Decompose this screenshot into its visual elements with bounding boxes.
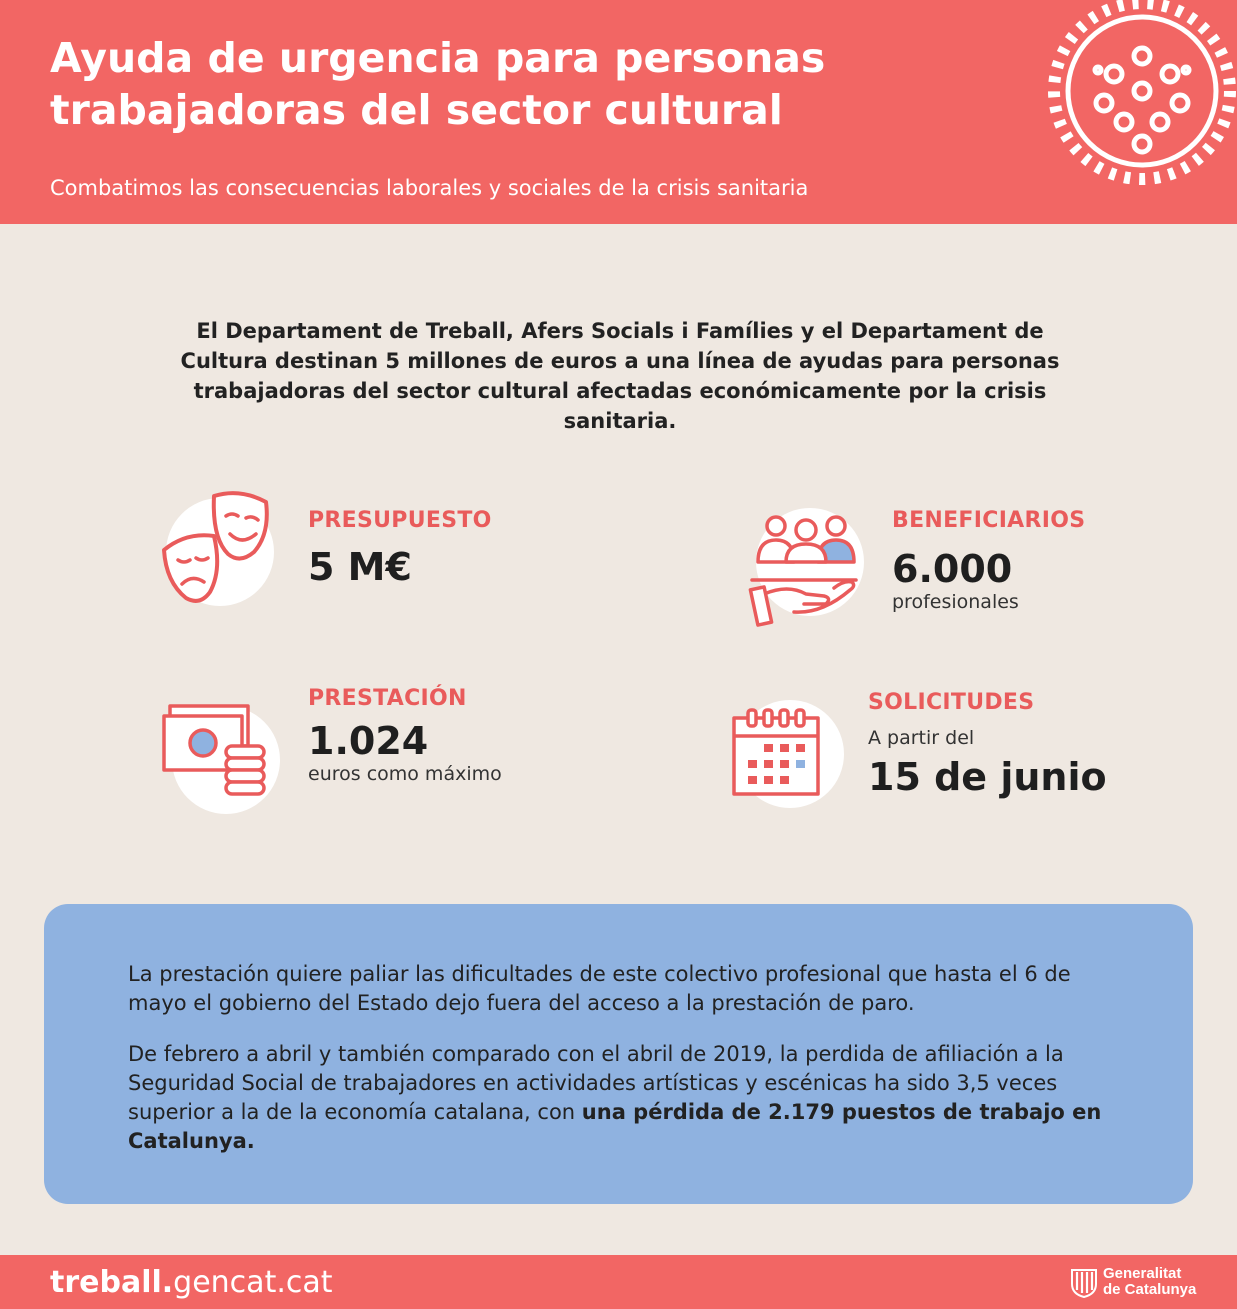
generalitat-line-2: de Catalunya — [1103, 1281, 1197, 1298]
page-subtitle: Combatimos las consecuencias laborales y sociales de la crisis sanitaria — [50, 176, 809, 200]
people-hand-icon — [748, 510, 866, 630]
generalitat-logo-icon — [1070, 1268, 1098, 1298]
beneficiarios-label: BENEFICIARIOS — [892, 508, 1086, 533]
beneficiarios-value: 6.000 — [892, 547, 1013, 591]
info-paragraph-1: La prestación quiere paliar las dificultades de este colectivo profesional que hasta el 6 de mayo el gobierno del Estado dejo fuera del acceso a la prestación de paro. — [128, 962, 1071, 1015]
info-panel — [44, 904, 1193, 1204]
info-paragraph-2-text: De febrero a abril y también comparado con el abril de 2019, la perdida de afiliación a la Seguridad Social de trabajadores en actividades artísticas y escénicas ha sido 3,5 veces superior a la de la economía catalana, con — [128, 1042, 1064, 1124]
generalitat-logo-text — [1103, 1266, 1196, 1298]
header-banner — [0, 0, 1237, 224]
prestacion-block — [308, 686, 502, 785]
intro-text: El Departament de Treball, Afers Socials i Famílies y el Departament de Cultura destinan 5 millones de euros a una línea de ayudas para personas trabajadoras del sector cultural afectadas económicamente por la crisis sanitaria. — [180, 319, 1060, 433]
footer-site-rest: gencat.cat — [173, 1265, 333, 1300]
generalitat-line-1: Generalitat — [1103, 1265, 1182, 1282]
solicitudes-label: SOLICITUDES — [868, 690, 1035, 715]
calendar-icon — [730, 706, 824, 800]
theater-masks-icon — [158, 488, 278, 608]
prestacion-label: PRESTACIÓN — [308, 686, 467, 711]
presupuesto-block — [308, 508, 492, 589]
info-paragraph-2 — [128, 1040, 1118, 1156]
solicitudes-value: 15 de junio — [868, 755, 1107, 799]
footer-banner — [0, 1255, 1237, 1309]
solicitudes-pre: A partir del — [868, 727, 975, 749]
footer-site-link[interactable] — [50, 1265, 333, 1300]
page-title: Ayuda de urgencia para personas trabajadoras del sector cultural — [50, 34, 826, 134]
beneficiarios-note: profesionales — [892, 591, 1019, 613]
prestacion-note: euros como máximo — [308, 763, 502, 785]
virus-icon — [1044, 0, 1237, 196]
solicitudes-block — [868, 690, 1107, 799]
info-paragraph-2-highlight: una pérdida de 2.179 puestos de trabajo en Catalunya. — [128, 1100, 1102, 1153]
prestacion-value: 1.024 — [308, 719, 429, 763]
money-coins-icon — [160, 700, 270, 800]
presupuesto-value: 5 M€ — [308, 545, 412, 589]
presupuesto-label: PRESUPUESTO — [308, 508, 492, 533]
footer-site-bold: treball. — [50, 1265, 174, 1300]
beneficiarios-block — [892, 508, 1085, 613]
